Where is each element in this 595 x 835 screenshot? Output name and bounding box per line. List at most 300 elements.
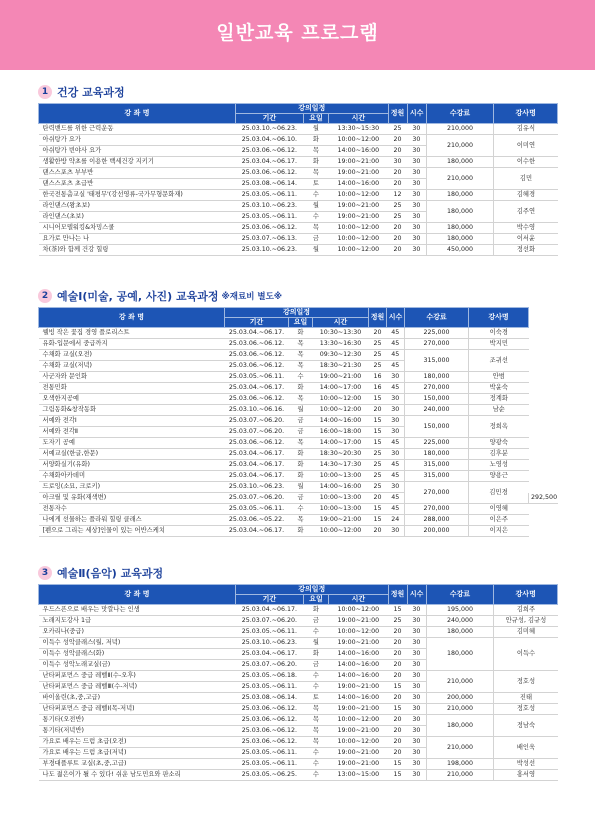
course-instructor: 김미혜: [494, 627, 558, 638]
course-table: [38, 307, 558, 537]
header-period: 기간: [225, 318, 289, 328]
course-sessions: 30: [387, 482, 405, 493]
course-capacity: 15: [369, 515, 387, 526]
course-name: 아쉬탕가 빈야사 요가: [39, 146, 236, 157]
course-instructor: 남순: [469, 405, 529, 416]
header-instructor: 강사명: [494, 104, 558, 124]
course-capacity: 20: [388, 660, 407, 671]
course-name: 서양화실기(유화): [39, 460, 225, 471]
course-instructor: 이영혜: [469, 504, 529, 515]
course-sessions: 30: [387, 405, 405, 416]
course-day: 목: [289, 394, 313, 405]
course-day: 금: [303, 234, 328, 245]
course-period: 25.03.07.~06.13.: [235, 234, 303, 245]
course-instructor: 노영성: [469, 460, 529, 471]
table-row: [39, 168, 558, 179]
course-day: 월: [303, 638, 328, 649]
course-time: 10:00~12:00: [313, 405, 369, 416]
course-day: 화: [289, 449, 313, 460]
course-name: 가요로 배우는 드럼 초급(저녁): [39, 748, 236, 759]
course-day: 수: [303, 759, 328, 770]
course-sessions: 30: [387, 526, 405, 537]
course-day: 월: [289, 405, 313, 416]
course-fee: 270,000: [405, 383, 469, 394]
course-period: 25.03.06.~06.12.: [225, 339, 289, 350]
course-instructor: 배인욱: [494, 737, 558, 759]
course-capacity: 20: [388, 245, 407, 256]
course-time: 19:00~21:00: [329, 168, 388, 179]
course-capacity: 20: [388, 748, 407, 759]
course-sessions: 45: [387, 328, 405, 339]
section-note: ※재료비 별도※: [221, 292, 283, 302]
course-fee: 180,000: [426, 157, 494, 168]
course-period: 25.03.06.~06.12.: [235, 737, 303, 748]
course-instructor: 김희주: [494, 605, 558, 616]
section-art1: [38, 288, 558, 537]
course-time: 10:00~12:00: [329, 135, 388, 146]
course-period: 25.03.04.~06.17.: [225, 460, 289, 471]
table-row: [39, 693, 558, 704]
course-day: 수: [303, 627, 328, 638]
course-capacity: 16: [369, 372, 387, 383]
course-sessions: 30: [407, 737, 426, 748]
course-sessions: 30: [407, 212, 426, 223]
course-sessions: 30: [387, 416, 405, 427]
course-time: 14:00~16:00: [313, 416, 369, 427]
course-sessions: 30: [407, 245, 426, 256]
course-fee: 180,000: [426, 627, 494, 638]
course-day: 수: [289, 372, 313, 383]
course-capacity: 20: [388, 179, 407, 190]
course-period: 25.03.06.~06.12.: [225, 394, 289, 405]
course-instructor: 안규성, 김규성: [494, 616, 558, 627]
course-capacity: 25: [369, 361, 387, 372]
section-heading: [38, 84, 558, 100]
course-instructor: 김후분: [469, 449, 529, 460]
course-period: 25.03.10.~06.23.: [225, 482, 289, 493]
header-sessions: 시수: [387, 308, 405, 328]
section-heading: [38, 288, 558, 304]
course-sessions: 30: [407, 715, 426, 726]
course-sessions: 30: [407, 234, 426, 245]
course-instructor: 정희옥: [469, 416, 529, 438]
course-time: 14:00~17:00: [313, 438, 369, 449]
course-capacity: 12: [388, 190, 407, 201]
course-day: 목: [303, 726, 328, 737]
course-time: 14:00~16:00: [329, 179, 388, 190]
course-time: 10:00~12:00: [329, 737, 388, 748]
course-period: 25.03.06.~06.12.: [225, 361, 289, 372]
course-day: 월: [289, 482, 313, 493]
course-day: 월: [303, 201, 328, 212]
course-fee: 292,500: [529, 493, 558, 504]
course-day: 금: [303, 616, 328, 627]
table-row: [39, 135, 558, 146]
course-instructor: 이은주: [469, 515, 529, 526]
course-fee: 180,000: [426, 715, 494, 737]
course-name: 난타퍼포먼스 중급 레벨Ⅰ(목-저녁): [39, 704, 236, 715]
course-capacity: 20: [388, 715, 407, 726]
course-day: 수: [303, 770, 328, 781]
course-period: 25.03.05.~06.11.: [235, 748, 303, 759]
course-fee: 210,000: [426, 168, 494, 190]
course-instructor: 안범: [469, 372, 529, 383]
course-name: 서예와 전각Ⅱ: [39, 427, 225, 438]
course-time: 14:00~16:00: [329, 649, 388, 660]
course-time: 14:00~16:00: [329, 146, 388, 157]
course-sessions: 30: [407, 704, 426, 715]
course-time: 10:00~12:00: [329, 605, 388, 616]
course-fee: 180,000: [405, 449, 469, 460]
course-day: 화: [289, 460, 313, 471]
course-name: 탄력밴드를 위한 근력운동: [39, 124, 236, 135]
course-day: 월: [303, 245, 328, 256]
header-instructor: 강사명: [469, 308, 529, 328]
course-capacity: 25: [369, 339, 387, 350]
course-day: 화: [303, 157, 328, 168]
header-day: 요일: [303, 114, 328, 124]
course-name: 전통민화: [39, 383, 225, 394]
course-period: 25.03.06.~06.12.: [235, 704, 303, 715]
table-row: [39, 157, 558, 168]
course-time: 19:00~21:00: [329, 726, 388, 737]
course-period: 25.03.05.~06.11.: [235, 190, 303, 201]
course-instructor: 이미연: [494, 135, 558, 157]
course-sessions: 30: [387, 372, 405, 383]
course-period: 25.03.08.~06.14.: [235, 693, 303, 704]
course-sessions: 30: [407, 638, 426, 649]
course-period: 25.03.04.~06.17.: [225, 383, 289, 394]
course-name: 그림동화&창작동화: [39, 405, 225, 416]
course-fee: 180,000: [426, 638, 494, 671]
course-instructor: 이숙경: [469, 328, 529, 339]
course-period: 25.03.04.~06.17.: [225, 328, 289, 339]
course-time: 10:00~12:00: [313, 526, 369, 537]
course-day: 화: [289, 471, 313, 482]
course-fee: 200,000: [426, 693, 494, 704]
section-health: [38, 84, 558, 256]
table-row: [39, 449, 559, 460]
course-sessions: 30: [387, 427, 405, 438]
course-instructor: 정계화: [469, 394, 529, 405]
course-period: 25.03.08.~06.14.: [235, 179, 303, 190]
course-name: 사군자와 문인화: [39, 372, 225, 383]
course-period: 25.03.06.~06.12.: [235, 223, 303, 234]
title-banner: [0, 0, 595, 70]
course-fee: 270,000: [405, 482, 469, 504]
course-time: 14:00~16:00: [329, 671, 388, 682]
course-capacity: 20: [388, 146, 407, 157]
course-period: 25.03.05.~06.11.: [225, 372, 289, 383]
course-instructor: 박지민: [469, 339, 529, 350]
table-row: [39, 383, 559, 394]
course-name: 노래지도강사 1급: [39, 616, 236, 627]
course-period: 25.03.07.~06.20.: [225, 416, 289, 427]
course-capacity: 30: [388, 157, 407, 168]
course-capacity: 20: [388, 726, 407, 737]
course-day: 화: [303, 649, 328, 660]
course-day: 수: [303, 671, 328, 682]
course-fee: 270,000: [405, 504, 469, 515]
course-capacity: 25: [388, 616, 407, 627]
course-fee: 180,000: [426, 234, 494, 245]
course-sessions: 30: [407, 201, 426, 212]
course-capacity: 25: [388, 212, 407, 223]
course-time: 09:30~12:30: [313, 350, 369, 361]
header-sessions: 시수: [407, 104, 426, 124]
course-day: 금: [289, 493, 313, 504]
course-fee: 315,000: [405, 460, 469, 471]
course-time: 18:30~20:30: [313, 449, 369, 460]
course-period: 25.03.10.~06.23.: [235, 201, 303, 212]
course-time: 19:00~21:00: [329, 759, 388, 770]
course-instructor: 정호성: [494, 671, 558, 693]
course-fee: 195,000: [426, 605, 494, 616]
course-name: 아쉬탕가 요가: [39, 135, 236, 146]
course-time: 13:30~16:30: [313, 339, 369, 350]
table-row: [39, 394, 559, 405]
course-sessions: 30: [407, 671, 426, 682]
table-row: [39, 770, 558, 781]
course-time: 10:00~12:00: [329, 234, 388, 245]
course-period: 25.03.04.~06.17.: [235, 605, 303, 616]
course-time: 10:00~12:00: [329, 223, 388, 234]
table-row: [39, 245, 558, 256]
course-period: 25.03.04.~06.17.: [225, 471, 289, 482]
course-day: 목: [289, 350, 313, 361]
course-fee: 225,000: [405, 328, 469, 339]
course-capacity: 20: [388, 223, 407, 234]
course-fee: 210,000: [426, 737, 494, 759]
section-title: 건강 교육과정: [57, 86, 125, 99]
header-capacity: 정원: [388, 585, 407, 605]
course-time: 19:00~21:00: [329, 212, 388, 223]
section-number: 1: [38, 85, 52, 99]
table-row: [39, 190, 558, 201]
course-instructor: 조귀선: [469, 350, 529, 372]
table-row: [39, 616, 558, 627]
course-period: 25.03.04.~06.17.: [235, 649, 303, 660]
course-fee: 200,000: [405, 526, 469, 537]
course-table: [38, 103, 558, 256]
course-name: 통기타(오전반): [39, 715, 236, 726]
course-time: 14:30~17:30: [313, 460, 369, 471]
course-table: [38, 584, 558, 781]
course-capacity: 15: [369, 394, 387, 405]
course-name: 수채화 교실(오전): [39, 350, 225, 361]
course-instructor: 정선화: [494, 245, 558, 256]
course-time: 14:00~16:00: [329, 660, 388, 671]
table-row: [39, 438, 559, 449]
course-period: 25.03.05.~06.11.: [235, 627, 303, 638]
course-sessions: 30: [407, 146, 426, 157]
course-sessions: 30: [387, 394, 405, 405]
section-title: 예술Ⅰ(미술, 공예, 사진) 교육과정: [57, 290, 219, 303]
course-name: 나도 젊은이가 될 수 있다! 쉬운 남도민요와 판소리: [39, 770, 236, 781]
course-sessions: 45: [387, 471, 405, 482]
course-day: 목: [289, 339, 313, 350]
course-time: 10:00~12:00: [329, 245, 388, 256]
course-day: 금: [303, 660, 328, 671]
course-period: 25.03.06.~05.22.: [225, 515, 289, 526]
header-fee: 수강료: [426, 585, 494, 605]
course-name: 오카리나(중급): [39, 627, 236, 638]
course-fee: 225,000: [405, 438, 469, 449]
section-number: 3: [38, 566, 52, 580]
course-time: 16:00~18:00: [313, 427, 369, 438]
course-sessions: 30: [407, 693, 426, 704]
course-time: 14:00~16:00: [329, 693, 388, 704]
course-day: 목: [289, 438, 313, 449]
course-name: 난타퍼포먼스 중급 레벨Ⅱ(수-오후): [39, 671, 236, 682]
table-row: [39, 638, 558, 649]
course-period: 25.03.06.~06.12.: [235, 146, 303, 157]
course-period: 25.03.06.~06.12.: [235, 168, 303, 179]
course-instructor: 김민경: [469, 482, 529, 504]
course-fee: 180,000: [405, 372, 469, 383]
course-fee: 180,000: [426, 223, 494, 234]
course-time: 10:00~13:00: [313, 471, 369, 482]
course-name: 수채화 교실(저녁): [39, 361, 225, 372]
course-day: 목: [303, 715, 328, 726]
course-instructor: 김민: [494, 168, 558, 190]
course-capacity: 20: [388, 135, 407, 146]
course-day: 목: [289, 361, 313, 372]
course-capacity: 15: [369, 416, 387, 427]
course-capacity: 20: [369, 526, 387, 537]
course-name: 시니어모델워킹&차밍스쿨: [39, 223, 236, 234]
course-capacity: 20: [388, 234, 407, 245]
course-instructor: 정호성: [494, 704, 558, 715]
course-fee: 240,000: [405, 405, 469, 416]
header-time: 시간: [329, 114, 388, 124]
course-name: 라인댄스(왕초보): [39, 201, 236, 212]
course-sessions: 30: [387, 449, 405, 460]
course-day: 목: [303, 223, 328, 234]
course-fee: 270,000: [405, 339, 469, 350]
course-fee: 210,000: [426, 135, 494, 157]
header-schedule: 강의일정: [235, 104, 388, 114]
table-row: [39, 372, 559, 383]
course-sessions: 45: [387, 383, 405, 394]
course-day: 화: [289, 526, 313, 537]
course-period: 25.03.10.~06.23.: [235, 638, 303, 649]
course-time: 19:00~21:00: [329, 201, 388, 212]
table-row: [39, 737, 558, 748]
course-fee: 150,000: [405, 394, 469, 405]
course-period: 25.03.05.~06.11.: [235, 682, 303, 693]
course-period: 25.03.05.~06.25.: [235, 770, 303, 781]
course-fee: 180,000: [426, 201, 494, 223]
course-day: 금: [289, 427, 313, 438]
course-time: 19:00~21:00: [329, 682, 388, 693]
table-row: [39, 605, 558, 616]
course-name: 생활한방 약초를 이용한 백세건강 지키기: [39, 157, 236, 168]
course-sessions: 30: [407, 660, 426, 671]
course-sessions: 30: [407, 190, 426, 201]
table-row: [39, 339, 559, 350]
course-sessions: 24: [387, 515, 405, 526]
course-period: 25.03.07.~06.20.: [235, 660, 303, 671]
table-row: [39, 201, 558, 212]
course-period: 25.03.10.~06.16.: [225, 405, 289, 416]
section-heading: [38, 565, 558, 581]
course-capacity: 15: [369, 504, 387, 515]
course-period: 25.03.07.~06.20.: [235, 616, 303, 627]
course-time: 19:00~21:00: [329, 748, 388, 759]
course-time: 19:00~21:00: [313, 515, 369, 526]
course-name: 한국전통춤교실 '태평무'(강선영류-국가무형문화재): [39, 190, 236, 201]
course-fee: 198,000: [426, 759, 494, 770]
course-sessions: 30: [407, 616, 426, 627]
table-row: [39, 671, 558, 682]
course-instructor: 정남숙: [494, 715, 558, 737]
course-name: 이득수 성악클래스(월, 저녁): [39, 638, 236, 649]
course-instructor: 박성선: [494, 759, 558, 770]
header-time: 시간: [329, 595, 388, 605]
course-instructor: 박윤숙: [469, 383, 529, 394]
course-time: 10:00~13:00: [313, 504, 369, 515]
course-capacity: 15: [388, 682, 407, 693]
course-sessions: 30: [407, 649, 426, 660]
course-capacity: 20: [388, 649, 407, 660]
course-fee: 180,000: [426, 190, 494, 201]
table-row: [39, 223, 558, 234]
course-day: 화: [289, 383, 313, 394]
table-row: [39, 627, 558, 638]
course-fee: 240,000: [426, 616, 494, 627]
course-time: 10:00~13:00: [313, 493, 369, 504]
course-period: 25.03.10.~06.23.: [235, 124, 303, 135]
course-time: 10:00~12:00: [329, 627, 388, 638]
course-period: 25.03.06.~06.12.: [235, 715, 303, 726]
section-title: 예술Ⅱ(음악) 교육과정: [57, 567, 164, 580]
table-row: [39, 416, 559, 427]
header-course: 강 좌 명: [39, 104, 236, 124]
table-row: [39, 460, 559, 471]
course-day: 화: [303, 605, 328, 616]
course-day: 수: [303, 682, 328, 693]
course-capacity: 25: [388, 201, 407, 212]
course-time: 14:00~16:00: [313, 482, 369, 493]
header-schedule: 강의일정: [235, 585, 388, 595]
course-name: 가요로 배우는 드럼 초급(오전): [39, 737, 236, 748]
course-day: 토: [303, 179, 328, 190]
section-number: 2: [38, 289, 52, 303]
course-time: 13:30~15:30: [329, 124, 388, 135]
course-name: 바이올린(초,중,고급): [39, 693, 236, 704]
course-fee: 210,000: [426, 124, 494, 135]
course-capacity: 15: [388, 770, 407, 781]
course-day: 수: [303, 190, 328, 201]
table-row: [39, 504, 559, 515]
course-instructor: 이서윤: [494, 234, 558, 245]
course-name: 유화-입문에서 중급까지: [39, 339, 225, 350]
table-row: [39, 515, 559, 526]
course-time: 10:00~12:00: [329, 715, 388, 726]
course-period: 25.03.07.~06.20.: [225, 493, 289, 504]
course-fee: 210,000: [426, 704, 494, 715]
header-period: 기간: [235, 595, 303, 605]
table-row: [39, 124, 558, 135]
course-day: 목: [289, 515, 313, 526]
page-title: 일반교육 프로그램: [216, 22, 379, 44]
course-capacity: 25: [388, 124, 407, 135]
course-sessions: 45: [387, 350, 405, 361]
table-row: [39, 482, 559, 493]
table-row: [39, 759, 558, 770]
header-course: 강 좌 명: [39, 308, 225, 328]
